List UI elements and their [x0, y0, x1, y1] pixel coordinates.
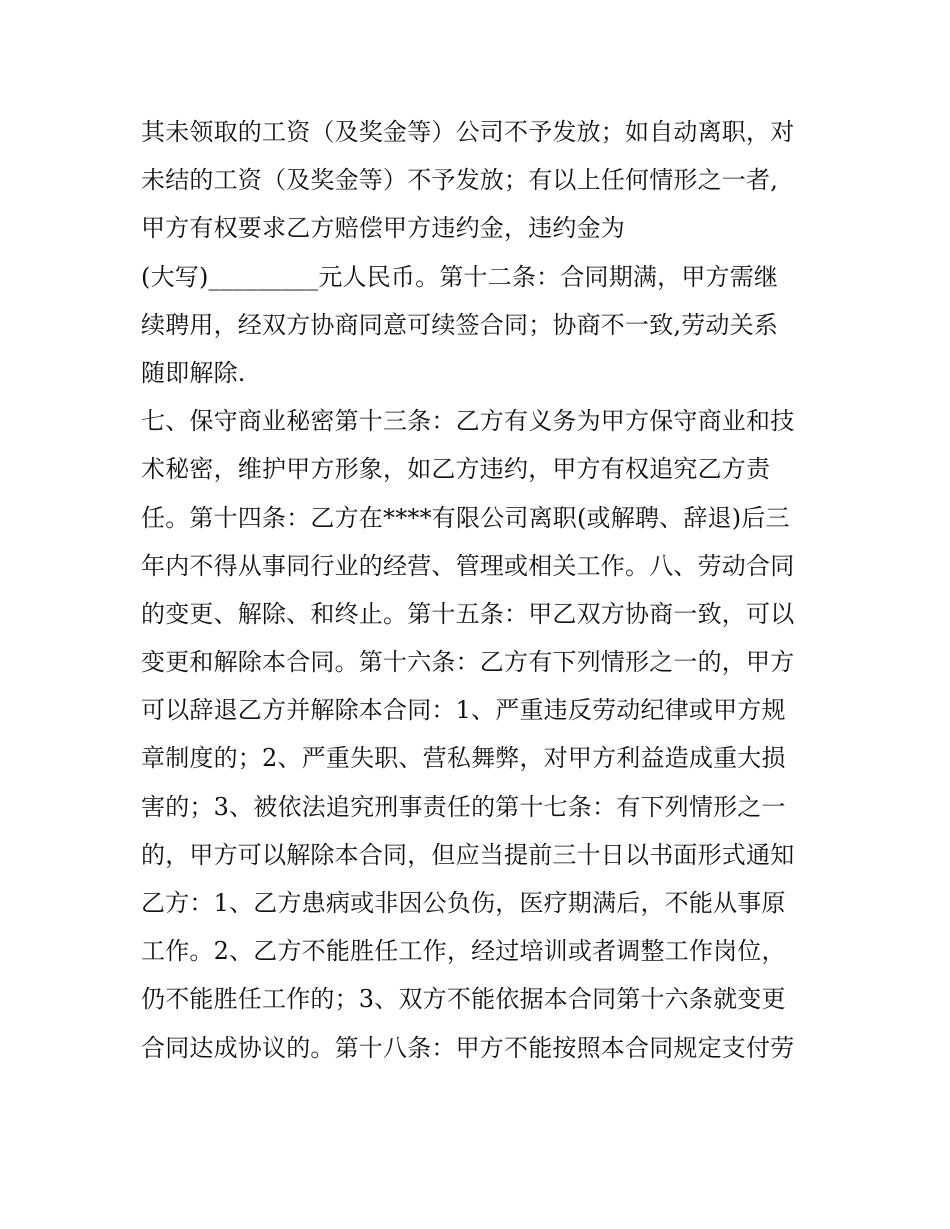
contract-body-text [141, 108, 841, 1072]
text-line-8: 术秘密，维护甲方形象，如乙方违约，甲方有权追究乙方责 [141, 455, 771, 484]
text-line-5: 续聘用，经双方协商同意可续签合同；协商不一致,劳动关系 [141, 310, 779, 339]
text-line-11: 的变更、解除、和终止。第十五条：甲乙双方协商一致，可以 [141, 599, 795, 628]
text-line-7: 七、保守商业秘密第十三条：乙方有义务为甲方保守商业和技 [141, 407, 795, 436]
text-line-17: 乙方：1、乙方患病或非因公负伤，医疗期满后，不能从事原 [141, 889, 786, 917]
text-line-14: 章制度的；2、严重失职、营私舞弊，对甲方利益造成重大损 [141, 744, 786, 773]
text-line-13: 可以辞退乙方并解除本合同：1、严重违反劳动纪律或甲方规 [141, 696, 786, 725]
text-line-18: 工作。2、乙方不能胜任工作，经过培训或者调整工作岗位， [141, 937, 786, 966]
text-line-12: 变更和解除本合同。第十六条：乙方有下列情形之一的，甲方 [141, 648, 795, 677]
text-line-9: 任。第十四条：乙方在****有限公司离职(或解聘、辞退)后三 [141, 503, 790, 532]
text-line-20: 合同达成协议的。第十八条：甲方不能按照本合同规定支付劳 [141, 1033, 795, 1062]
text-line-16: 的，甲方可以解除本合同，但应当提前三十日以书面形式通知 [141, 840, 795, 869]
text-line-19: 仍不能胜任工作的；3、双方不能依据本合同第十六条就变更 [141, 985, 786, 1014]
text-line-1: 其未领取的工资（及奖金等）公司不予发放；如自动离职，对 [141, 118, 795, 146]
text-line-3: 甲方有权要求乙方赔偿甲方违约金，违约金为 [141, 214, 625, 243]
text-line-4: (大写)_________元人民币。第十二条：合同期满，甲方需继 [141, 262, 779, 291]
text-line-6: 随即解除. [141, 358, 246, 387]
text-line-2: 未结的工资（及奖金等）不予发放；有以上任何情形之一者, [141, 166, 779, 195]
text-line-10: 年内不得从事同行业的经营、管理或相关工作。八、劳动合同 [141, 551, 795, 580]
text-line-15: 害的；3、被依法追究刑事责任的第十七条：有下列情形之一 [141, 792, 786, 821]
